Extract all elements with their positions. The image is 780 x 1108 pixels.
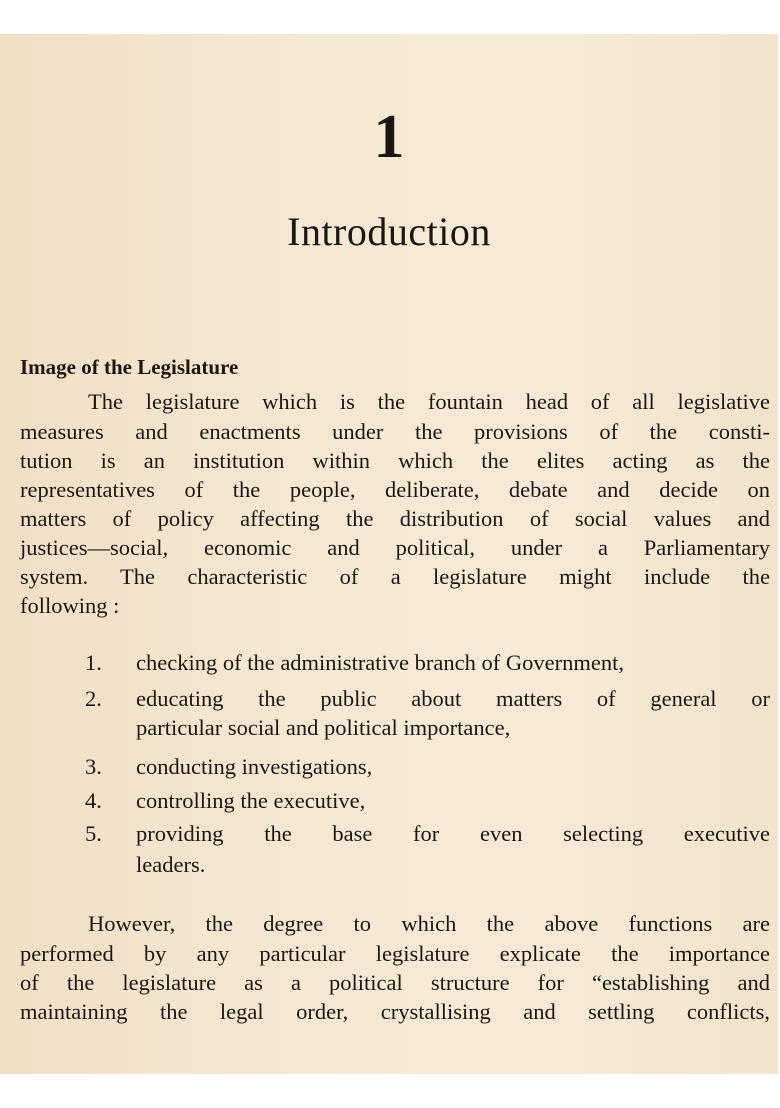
text-line: However, the degree to which the above functions are: [88, 911, 770, 936]
text-line: of the legislature as a political structure for “establishing and: [20, 970, 770, 995]
text-line: matters of policy affecting the distribution of social values and: [20, 506, 770, 531]
list-item-continued: particular social and political importance,: [136, 715, 511, 740]
list-number: 4.: [85, 788, 102, 813]
list-item: conducting investigations,: [136, 754, 373, 779]
list-number: 5.: [85, 821, 102, 846]
list-item-continued: leaders.: [136, 852, 206, 877]
book-page: [0, 34, 778, 1074]
list-item: controlling the executive,: [136, 788, 366, 813]
list-item: educating the public about matters of general or: [136, 686, 770, 711]
text-line: measures and enactments under the provisions of the consti-: [20, 419, 770, 444]
text-line: The legislature which is the fountain head of all legislative: [88, 389, 770, 414]
text-line: representatives of the people, deliberate, debate and decide on: [20, 477, 770, 502]
list-item: checking of the administrative branch of Government,: [136, 650, 624, 675]
chapter-title: Introduction: [287, 209, 491, 254]
chapter-number: 1: [373, 103, 405, 171]
text-line: tution is an institution within which the elites acting as the: [20, 448, 770, 473]
list-number: 2.: [85, 686, 102, 711]
text-line: performed by any particular legislature explicate the importance: [20, 941, 770, 966]
text-line: system. The characteristic of a legislature might include the: [20, 564, 770, 589]
list-item: providing the base for even selecting executive: [136, 821, 770, 846]
text-line: following :: [20, 593, 120, 618]
text-line: justices—social, economic and political, under a Parliamentary: [20, 535, 770, 560]
list-number: 3.: [85, 754, 102, 779]
text-line: maintaining the legal order, crystallising and settling conflicts,: [20, 999, 770, 1024]
list-number: 1.: [85, 650, 102, 675]
section-heading: Image of the Legislature: [20, 355, 239, 379]
